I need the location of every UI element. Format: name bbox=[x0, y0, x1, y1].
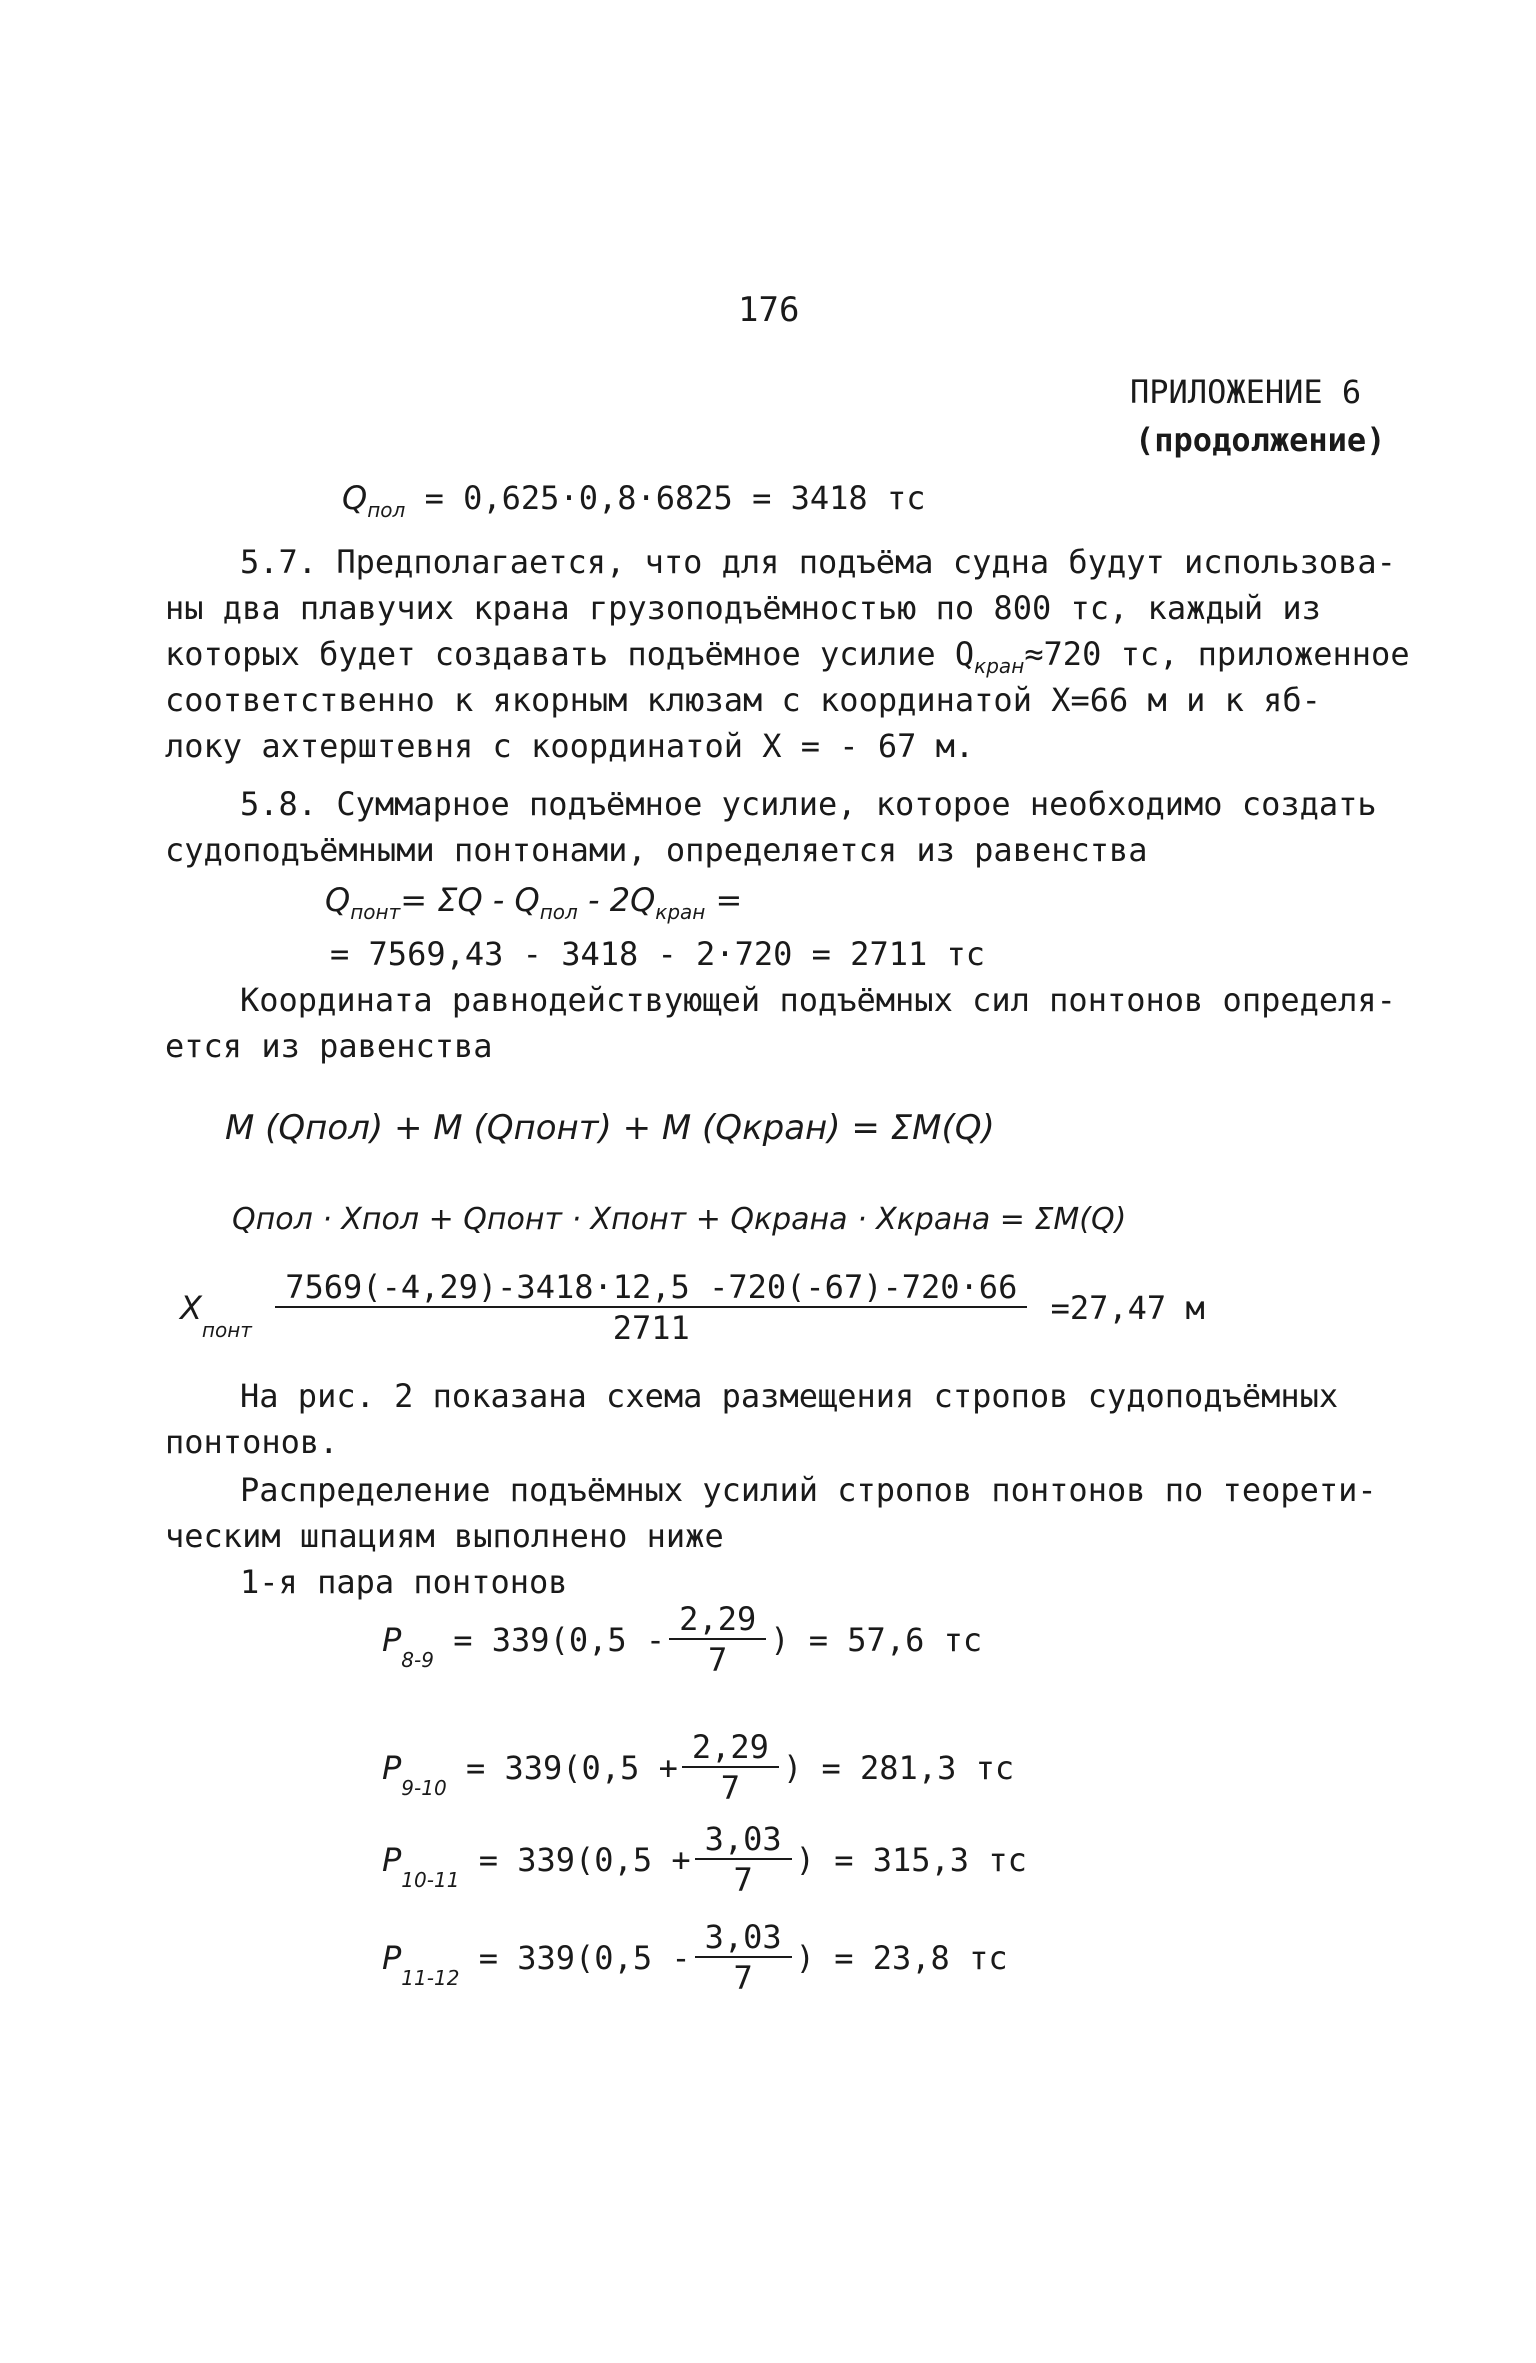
para-fig-line: На рис. 2 показана схема размещения стропов судоподъёмных bbox=[240, 1377, 1339, 1415]
p-symbol: P bbox=[382, 1621, 402, 1659]
q-pont-symbol: Q bbox=[325, 881, 351, 919]
para-5-7-line: ны два плавучих крана грузоподъёмностью по 800 тс, каждый из bbox=[165, 589, 1321, 627]
pair-eq-numerator: 3,03 bbox=[695, 1820, 792, 1860]
p-subscript: 9-10 bbox=[401, 1776, 447, 1800]
pair-eq-pre: = 339(0,5 - bbox=[453, 1621, 666, 1659]
q-pol-symbol: Q bbox=[342, 479, 368, 517]
para-5-7-line: локу ахтерштевня с координатой X = - 67 м. bbox=[165, 727, 975, 765]
pair-eq-denominator: 7 bbox=[733, 1861, 753, 1899]
q-pol-equation bbox=[342, 478, 925, 530]
para-dist-line: ческим шпациям выполнено ниже bbox=[165, 1517, 724, 1555]
q-pont-rest2: - 2Q bbox=[577, 881, 656, 919]
para-coord-line: Координата равнодействующей подъёмных сил понтонов определя- bbox=[240, 981, 1396, 1019]
q-kran-subscript: кран bbox=[974, 654, 1025, 678]
pair-eq-denominator: 7 bbox=[708, 1641, 728, 1679]
moment-equation-expanded: Qпол · Xпол + Qпонт · Xпонт + Qкрана · Xкрана = ΣM(Q) bbox=[232, 1202, 1127, 1237]
para-5-8-line: судоподъёмными понтонами, определяется из равенства bbox=[165, 831, 1148, 869]
para-coord-line: ется из равенства bbox=[165, 1027, 493, 1065]
moment-equation: M (Qпол) + M (Qпонт) + M (Qкран) = ΣM(Q) bbox=[225, 1108, 995, 1148]
pair-eq-denominator: 7 bbox=[720, 1769, 741, 1807]
pair-eq-post: ) = 315,3 тс bbox=[795, 1841, 1027, 1879]
para-5-8-line: 5.8. Суммарное подъёмное усилие, которое необходимо создать bbox=[240, 785, 1377, 823]
pair-eq-fraction bbox=[695, 1820, 792, 1900]
pair-eq-post: ) = 281,3 тс bbox=[782, 1749, 1015, 1787]
q-kran-sub3: кран bbox=[655, 900, 706, 924]
page-number: 176 bbox=[738, 290, 800, 330]
x-pont-numerator: 7569(-4,29)-3418·12,5 -720(-67)-720·66 bbox=[275, 1268, 1027, 1308]
pair-eq-fraction bbox=[695, 1918, 792, 1998]
pair-equation bbox=[382, 1728, 1014, 1808]
x-pont-symbol: X bbox=[180, 1289, 202, 1327]
p-symbol: P bbox=[382, 1749, 402, 1787]
pair-eq-numerator: 3,03 bbox=[695, 1918, 792, 1958]
pair-eq-pre: = 339(0,5 + bbox=[465, 1749, 678, 1787]
p-subscript: 8-9 bbox=[401, 1648, 434, 1672]
p-subscript: 10-11 bbox=[401, 1868, 460, 1892]
x-pont-equation bbox=[180, 1268, 1205, 1348]
para-5-7-line: соответственно к якорным клюзам с координатой X=66 м и к яб- bbox=[165, 681, 1321, 719]
pair-title: 1-я пара понтонов bbox=[240, 1563, 568, 1601]
pair-eq-post: ) = 57,6 тс bbox=[770, 1621, 983, 1659]
x-pont-denominator: 2711 bbox=[612, 1309, 690, 1347]
p-symbol: P bbox=[382, 1841, 402, 1879]
p-subscript: 11-12 bbox=[401, 1966, 460, 1990]
pair-eq-fraction bbox=[682, 1728, 779, 1808]
pair-equation bbox=[382, 1918, 1008, 1998]
para-dist-line: Распределение подъёмных усилий стропов понтонов по теорети- bbox=[240, 1471, 1377, 1509]
p-symbol: P bbox=[382, 1939, 402, 1977]
q-pol-value: = 0,625·0,8·6825 = 3418 тс bbox=[424, 479, 926, 517]
para-5-7-text: которых будет создавать подъёмное усилие Q bbox=[165, 635, 975, 673]
para-5-7-line bbox=[165, 634, 1410, 686]
pair-eq-pre: = 339(0,5 - bbox=[478, 1939, 691, 1977]
para-5-7-text-rest: ≈720 тс, приложенное bbox=[1024, 635, 1410, 673]
q-pol-subscript: пол bbox=[367, 498, 406, 522]
q-pol-sub2: пол bbox=[539, 900, 578, 924]
pair-eq-denominator: 7 bbox=[733, 1959, 753, 1997]
pair-eq-numerator: 2,29 bbox=[682, 1728, 779, 1768]
pair-eq-pre: = 339(0,5 + bbox=[478, 1841, 691, 1879]
q-pont-formula bbox=[325, 880, 742, 932]
q-pont-result: = 7569,43 - 3418 - 2·720 = 2711 тс bbox=[330, 935, 986, 973]
appendix-continuation: (продолжение) bbox=[1135, 421, 1386, 459]
pair-equation bbox=[382, 1820, 1027, 1900]
q-pont-subscript: понт bbox=[350, 900, 401, 924]
x-pont-subscript: понт bbox=[201, 1318, 252, 1342]
pair-equation bbox=[382, 1600, 982, 1680]
pair-eq-fraction bbox=[669, 1600, 766, 1680]
para-5-7-line: 5.7. Предполагается, что для подъёма судна будут использова- bbox=[240, 543, 1396, 581]
pair-eq-numerator: 2,29 bbox=[669, 1600, 766, 1640]
appendix-title: ПРИЛОЖЕНИЕ 6 bbox=[1130, 373, 1362, 411]
x-pont-fraction bbox=[275, 1268, 1027, 1348]
q-pont-rest: = ΣQ - Q bbox=[400, 881, 540, 919]
q-pont-rest3: = bbox=[705, 881, 743, 919]
pair-eq-post: ) = 23,8 тс bbox=[795, 1939, 1008, 1977]
x-pont-result: =27,47 м bbox=[1050, 1289, 1205, 1327]
para-fig-line: понтонов. bbox=[165, 1423, 339, 1461]
